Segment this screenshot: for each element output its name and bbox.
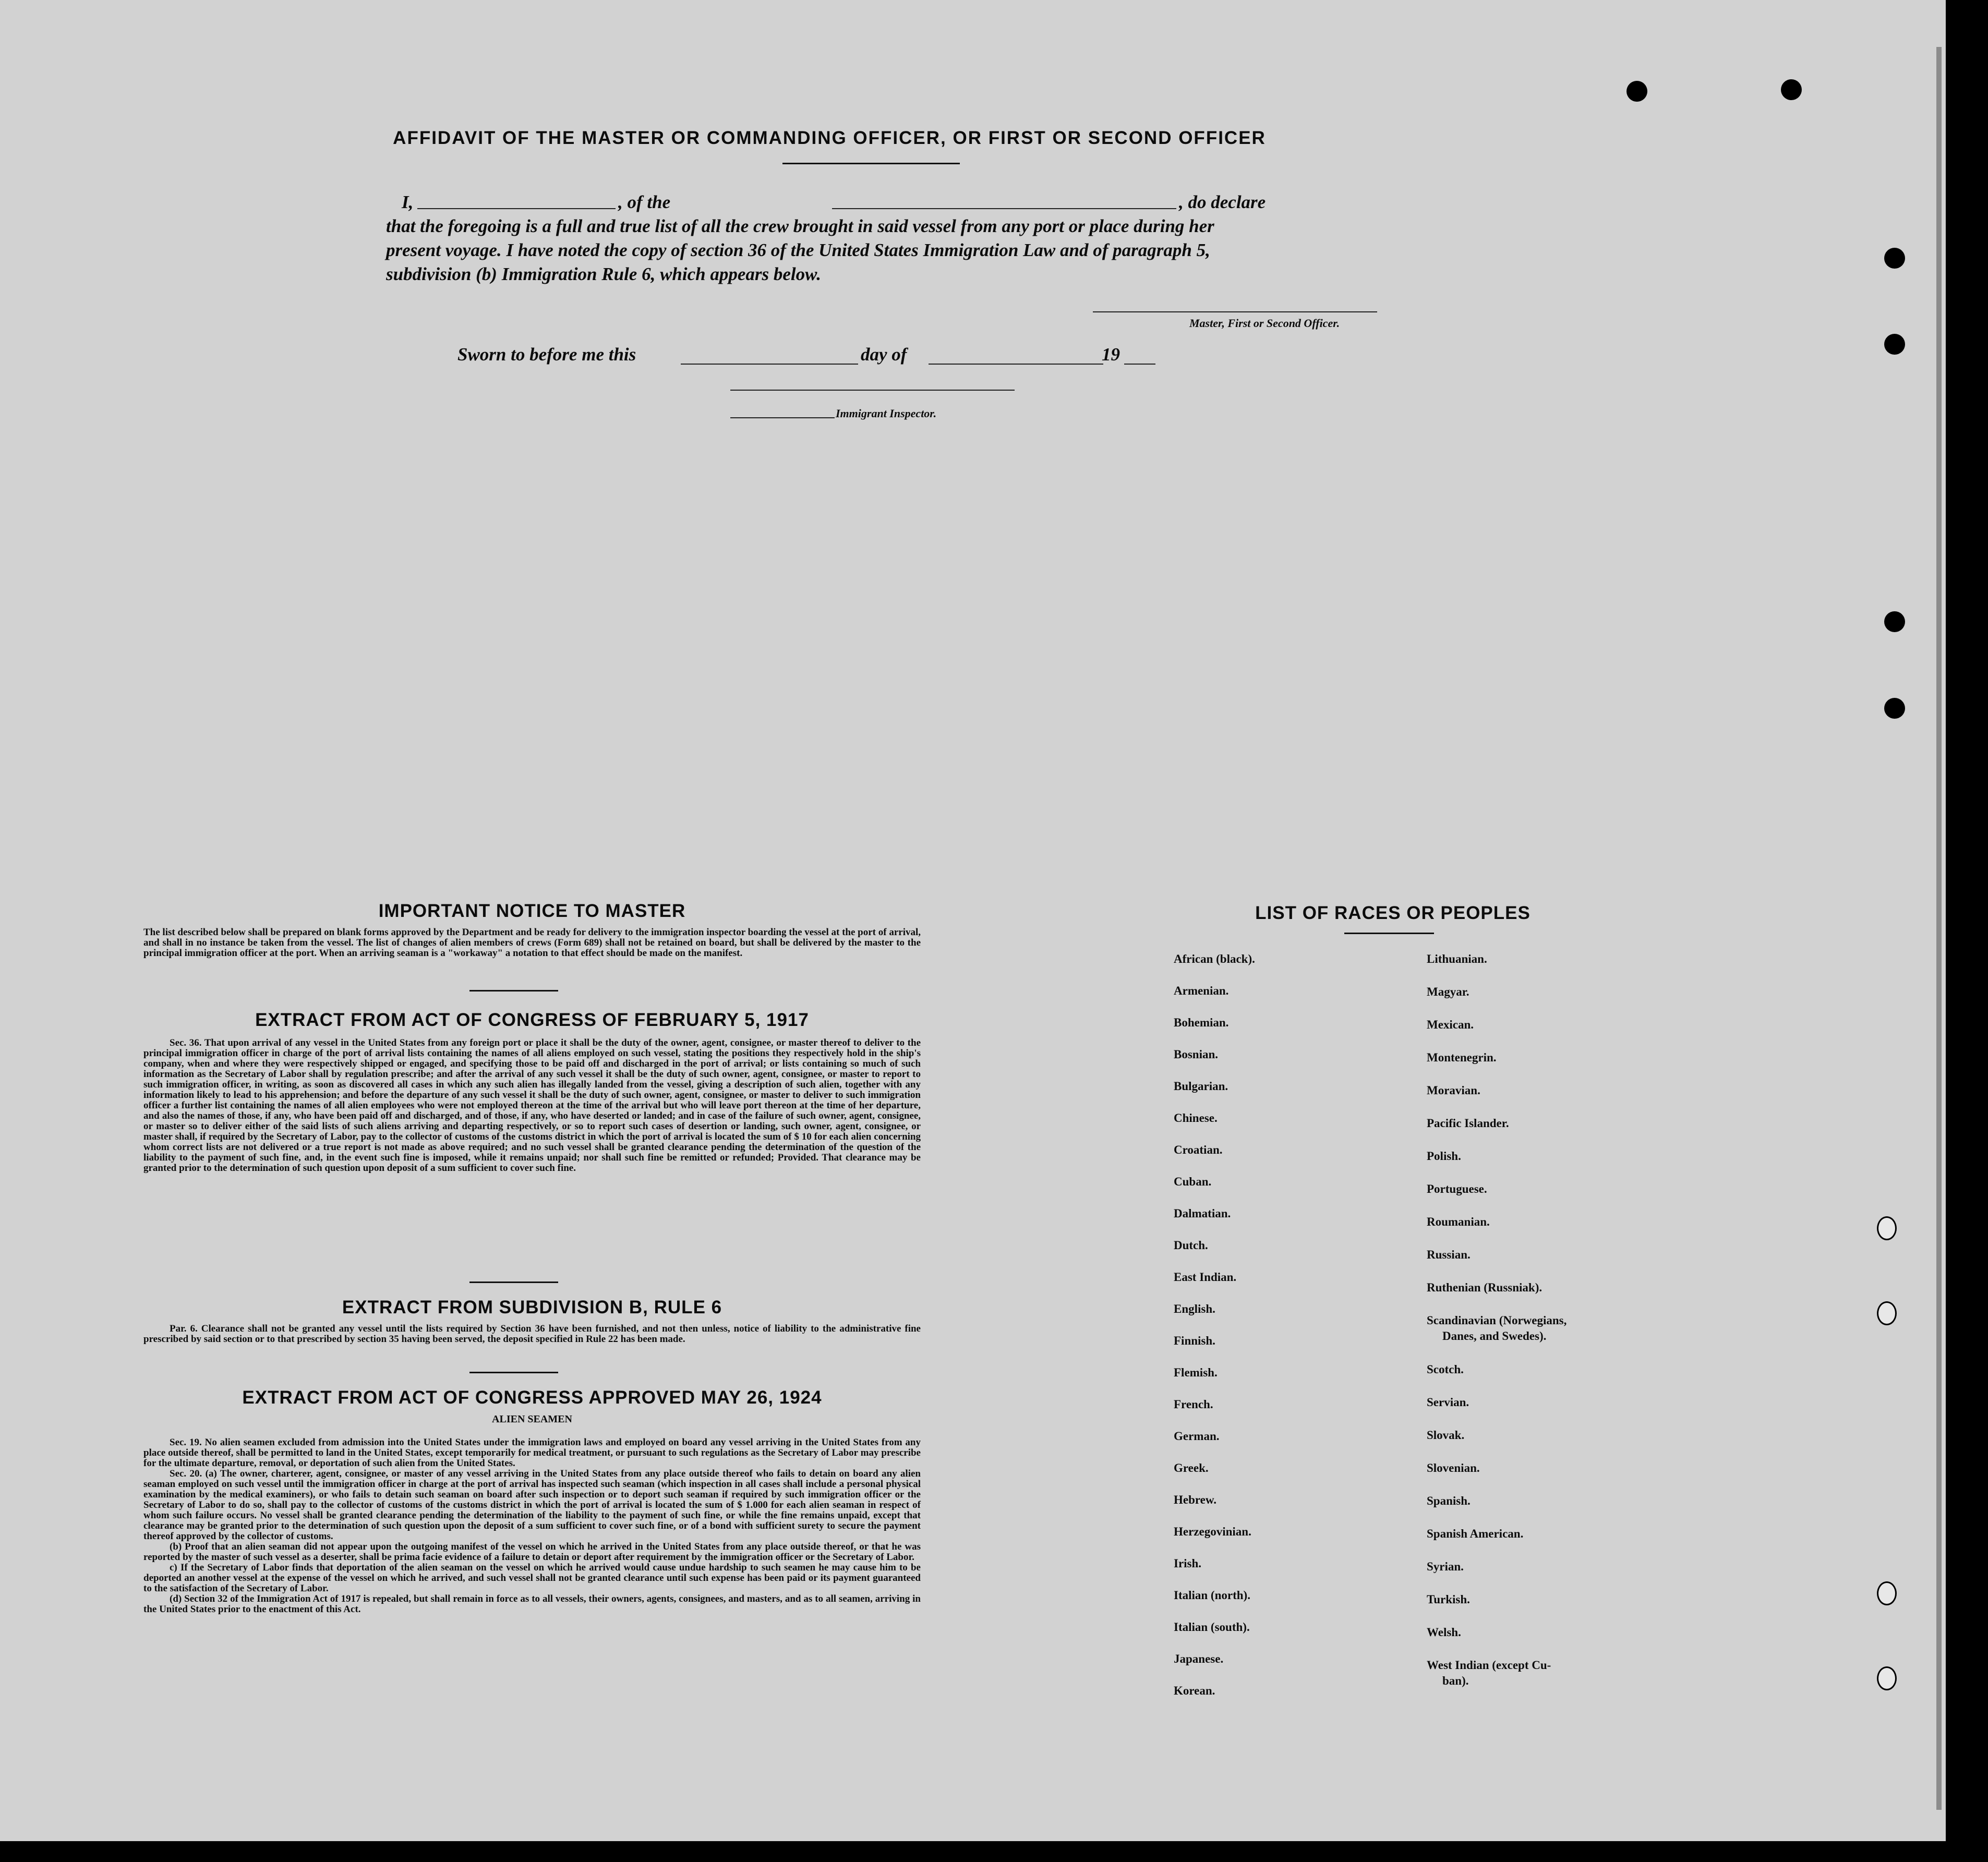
race-item: Armenian. [1174,984,1229,997]
sworn-year-field[interactable] [1124,364,1155,365]
extract-1924-paragraph: (b) Proof that an alien seaman did not appear upon the outgoing manifest of the vessel on which he arrived in the United States from any place outside thereof, or that he was reported by the master of such vessel as a deserter, shall be prima facie evidence of a failure to detain or deport after requirement by the immigration officer or the Secretary of Labor. [143,1541,921,1563]
vessel-prefix: , of the [618,192,671,212]
vessel-name-field[interactable] [832,208,1176,209]
race-item: Greek. [1174,1461,1209,1474]
race-item: Scotch. [1427,1363,1464,1376]
extract-1917-title: EXTRACT FROM ACT OF CONGRESS OF FEBRUARY 5, 1917 [255,1010,809,1030]
races-title-underline [1344,933,1434,934]
race-item: Bulgarian. [1174,1080,1228,1093]
declarant-prefix: I, [402,192,414,212]
race-item: West Indian (except Cu- [1427,1659,1551,1672]
inspector-short-line [730,417,835,418]
race-item: Slovak. [1427,1429,1465,1442]
race-item: Italian (north). [1174,1589,1250,1602]
section-divider [469,1372,558,1373]
extract-1924-paragraph: Sec. 20. (a) The owner, charterer, agent, consignee, or master of any vessel arriving in the United States from any place outside thereof who fails to detain on board any alien seaman employed on such vessel until the immigration officer in charge at the port of arrival has inspected such seaman (which inspection in all cases shall include a personal physical examination by the medical examiners), or who fails to detain such seaman on board after such inspection or to deport such seaman if required by such immigration officer or the Secretary of Labor to do so, shall pay to the collector of customs of the customs district in which the port of arrival is located the sum of $ 1.000 for each alien seaman in respect of whom such failure occurs. No vessel shall be granted clearance pending the determination of the liability to the payment of such fine, or while the fine remains unpaid, except that clearance may be granted prior to the determination of such question upon the deposit of a sum sufficient to cover such fine, or of a bond with sufficient surety to secure the payment thereof approved by the collector of customs. [143,1468,921,1542]
race-item: Turkish. [1427,1593,1470,1606]
race-item: Mexican. [1427,1018,1474,1031]
binder-hole [1884,334,1905,355]
title-underline [782,163,960,164]
race-item: Bosnian. [1174,1048,1219,1061]
race-item: Roumanian. [1427,1215,1490,1228]
binder-hole [1781,79,1802,100]
race-item: Herzegovinian. [1174,1525,1251,1538]
race-item: Flemish. [1174,1366,1218,1379]
page-edge [1936,47,1942,1810]
race-item: Danes, and Swedes). [1442,1329,1547,1343]
race-item: Dutch. [1174,1239,1208,1252]
race-item: Syrian. [1427,1560,1464,1573]
extract-1924-paragraph: Sec. 19. No alien seamen excluded from admission into the United States under the immigration laws and employed on board any vessel arriving in the United States from any place outside thereof, shall be permitted to land in the United States, except temporarily for medical treatment, or pursuant to such regulations as the Secretary of Labor may prescribe for the ultimate departure, removal, or deportation of such alien from the United States. [143,1437,921,1469]
race-item: African (black). [1174,952,1255,965]
race-item: Welsh. [1427,1626,1461,1639]
race-item: Japanese. [1174,1652,1224,1665]
races-title: LIST OF RACES OR PEOPLES [1255,903,1531,923]
race-item: Lithuanian. [1427,952,1487,965]
section-divider [469,990,558,992]
declare-suffix: , do declare [1179,192,1266,212]
race-item: Italian (south). [1174,1621,1250,1634]
race-item: Cuban. [1174,1175,1212,1188]
race-item: Ruthenian (Russniak). [1427,1281,1543,1294]
affidavit-body [386,190,1377,286]
binder-hole [1884,611,1905,632]
race-item: Moravian. [1427,1084,1480,1097]
alien-seamen-subtitle: ALIEN SEAMEN [492,1413,572,1425]
races-left-column [1174,952,1255,1716]
affidavit-line: that the foregoing is a full and true list of all the crew brought in said vessel from any port or place during her [386,216,1214,236]
affidavit-line: subdivision (b) Immigration Rule 6, which appears below. [386,264,821,284]
day-of-text: day of [861,344,907,365]
extract-1924-body [143,1437,921,1615]
year-prefix: 19 [1102,344,1120,365]
race-item: English. [1174,1302,1215,1315]
notice-text: The list described below shall be prepared on blank forms approved by the Department and be ready for delivery to the immigration inspector boarding the vessel at the port of arrival, and shall in no instance be taken from the vessel. The list of changes of alien members of crews (Form 689) shall not be retained on board, but shall be delivered by the master to the principal immigration officer at the port. When an arriving seaman is a "workaway" a notation to that effect should be made on the manifest. [143,927,921,959]
race-item: French. [1174,1398,1213,1411]
race-item: German. [1174,1430,1220,1443]
race-item: Pacific Islander. [1427,1117,1509,1130]
races-right-column [1427,952,1567,1690]
binder-ring [1877,1216,1897,1240]
race-item: Finnish. [1174,1334,1215,1347]
affidavit-title: AFFIDAVIT OF THE MASTER OR COMMANDING OFFICER, OR FIRST OR SECOND OFFICER [393,128,1266,148]
extract-1924-title: EXTRACT FROM ACT OF CONGRESS APPROVED MAY 26, 1924 [242,1387,822,1408]
extract-1917-text: Sec. 36. That upon arrival of any vessel in the United States from any foreign port or place it shall be the duty of the owner, agent, consignee, or master thereof to deliver to the principal immigration officer in charge of the port of arrival lists containing the names of all aliens employed on such vessel, stating the positions they respectively hold in the ship's company, when and where they were respectively shipped or engaged, and specifying those to be paid off and discharged in the port of arrival; or lists containing so much of such information as the Secretary of Labor shall by regulation prescribe; and after the arrival of any such vessel it shall be the duty of such owner, agent, consignee, or master to report to such immigration officer, in writing, as soon as discovered all cases in which any such alien has illegally landed from the vessel, giving a description of such alien, together with any information likely to lead to his apprehension; and before the departure of any such vessel it shall be the duty of such owner, agent, consignee, or master to deliver to such immigration officer a further list containing the names of all alien employees who were not employed thereon at the time of the arrival but who will leave port thereon at the time of her departure, and also the names of those, if any, who have been paid off and discharged, and of those, if any, who have deserted or landed; and in case of the failure of such owner, agent, consignee, or master so to deliver either of the said lists of such aliens arriving and departing respectively, or so to report such cases of desertion or landing, such owner, agent, consignee, or master shall, if required by the Secretary of Labor, pay to the collector of customs of the customs district in which the port of arrival is located the sum of $ 10 for each alien concerning whom correct lists are not delivered or a true report is not made as above required; and no such vessel shall be granted clearance pending the determination of the question of the liability to the payment of such fine, and, in the event such fine is imposed, while it remains unpaid; nor shall such fine be remitted or refunded; Provided. That clearance may be granted prior to the determination of such question upon deposit of a sum sufficient to cover such fine. [143,1037,921,1174]
declarant-name-field[interactable] [417,208,616,209]
binder-hole [1626,81,1647,102]
notice-title: IMPORTANT NOTICE TO MASTER [378,901,686,921]
binder-hole [1884,698,1905,719]
race-item: Hebrew. [1174,1493,1216,1506]
race-item: ban). [1442,1674,1469,1687]
race-item: Magyar. [1427,985,1469,998]
race-item: Irish. [1174,1557,1202,1570]
race-item: Korean. [1174,1684,1215,1697]
extract-rule6-text: Par. 6. Clearance shall not be granted any vessel until the lists required by Section 36 have been furnished, and not then unless, notice of liability to the administrative fine prescribed by said section or to that prescribed by section 35 having been served, the deposit specified in Rule 22 has been made. [143,1323,921,1345]
race-item: Spanish American. [1427,1527,1524,1540]
race-item: Servian. [1427,1396,1469,1409]
inspector-label: Immigrant Inspector. [836,407,937,420]
inspector-signature-line[interactable] [730,390,1015,391]
race-item: Montenegrin. [1427,1051,1497,1064]
race-item: Chinese. [1174,1111,1218,1125]
race-item: Dalmatian. [1174,1207,1231,1220]
race-item: Spanish. [1427,1494,1471,1507]
race-item: Slovenian. [1427,1461,1480,1474]
race-item: Russian. [1427,1248,1471,1261]
extract-1924-paragraph: c) If the Secretary of Labor finds that deportation of the alien seaman on the vessel on which he arrived would cause undue hardship to such seamen he may cause him to be deported an another vessel at the expense of the vessel on which he arrived, and such vessel shall not be granted clearance until such expense has been paid or its payment guaranteed to the satisfaction of the Secretary of Labor. [143,1562,921,1594]
master-signature-label: Master, First or Second Officer. [1189,317,1340,330]
affidavit-line: present voyage. I have noted the copy of section 36 of the United States Immigration Law and of paragraph 5, [386,240,1210,260]
extract-1924-paragraph: (d) Section 32 of the Immigration Act of 1917 is repealed, but shall remain in force as to all vessels, their owners, agents, consignees, and masters, and as to all seamen, arriving in the United States prior to the enactment of this Act. [143,1593,921,1615]
race-item: Portuguese. [1427,1182,1487,1195]
sworn-text: Sworn to before me this [457,344,636,365]
section-divider [469,1281,558,1283]
race-item: East Indian. [1174,1271,1237,1284]
binder-ring [1877,1666,1897,1690]
race-item: Bohemian. [1174,1016,1229,1029]
race-item: Scandinavian (Norwegians, [1427,1314,1567,1327]
binder-hole [1884,248,1905,269]
binder-ring [1877,1301,1897,1325]
sworn-day-field[interactable] [681,364,858,365]
binder-ring [1877,1581,1897,1605]
extract-rule6-title: EXTRACT FROM SUBDIVISION B, RULE 6 [342,1297,722,1317]
sworn-month-field[interactable] [929,364,1103,365]
race-item: Polish. [1427,1150,1461,1163]
race-item: Croatian. [1174,1143,1223,1156]
master-signature-line[interactable] [1093,311,1377,312]
